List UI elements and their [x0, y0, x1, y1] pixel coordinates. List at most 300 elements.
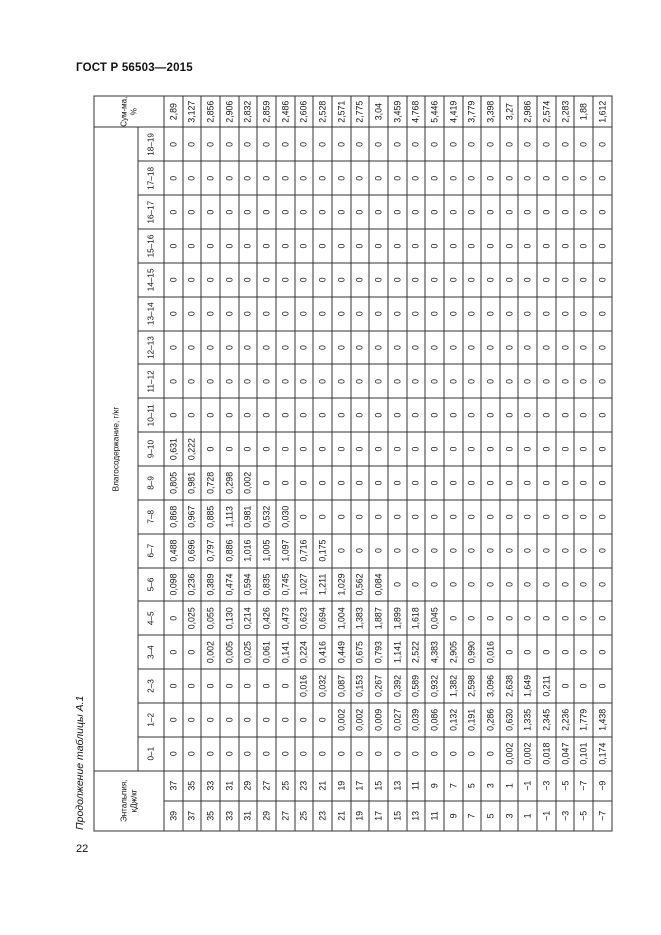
value-cell: 0: [499, 262, 518, 296]
value-cell: 1,438: [593, 702, 612, 736]
value-cell: 0: [164, 364, 183, 398]
sum-cell: 2,574: [537, 96, 556, 127]
moisture-group-header: Влагосодержание, г/кг: [94, 127, 138, 770]
enthalpy-from-cell: 37: [182, 800, 201, 830]
enthalpy-from-cell: 17: [369, 800, 388, 830]
value-cell: 0: [555, 296, 574, 330]
value-cell: 0: [443, 296, 462, 330]
value-cell: 0: [443, 601, 462, 635]
value-cell: 2,345: [537, 702, 556, 736]
value-cell: 0: [425, 465, 444, 499]
value-cell: 0: [294, 702, 313, 736]
value-cell: 0: [537, 127, 556, 161]
value-cell: 0: [369, 127, 388, 161]
value-cell: 0: [294, 499, 313, 533]
enthalpy-from-cell: 23: [313, 800, 332, 830]
table-row: [425, 96, 444, 831]
enthalpy-to-cell: −1: [518, 770, 537, 800]
value-cell: 0: [201, 195, 220, 229]
value-cell: 0: [257, 736, 276, 770]
table-row: [238, 96, 257, 831]
sum-cell: 3,27: [499, 96, 518, 127]
value-cell: 0,039: [406, 702, 425, 736]
value-cell: 0: [331, 364, 350, 398]
value-cell: 0: [387, 262, 406, 296]
value-cell: 0: [518, 635, 537, 669]
enthalpy-from-cell: 27: [275, 800, 294, 830]
value-cell: 0: [275, 432, 294, 466]
value-cell: 0: [313, 229, 332, 263]
value-cell: 0: [555, 330, 574, 364]
value-cell: 0: [593, 161, 612, 195]
value-cell: 0: [425, 398, 444, 432]
value-cell: 0: [481, 465, 500, 499]
value-cell: 0: [219, 702, 238, 736]
value-cell: 0,675: [350, 635, 369, 669]
value-cell: 0,793: [369, 635, 388, 669]
value-cell: 1,382: [443, 669, 462, 703]
value-cell: 0: [331, 229, 350, 263]
value-cell: 0: [275, 195, 294, 229]
value-cell: 0: [443, 364, 462, 398]
table-row: [518, 96, 537, 831]
value-cell: 0,623: [294, 601, 313, 635]
value-cell: 0: [350, 262, 369, 296]
value-cell: 0: [350, 533, 369, 567]
value-cell: 0: [406, 195, 425, 229]
value-cell: 0: [518, 262, 537, 296]
value-cell: 0: [518, 398, 537, 432]
value-cell: 0: [257, 229, 276, 263]
column-header: 9–10: [138, 432, 164, 466]
value-cell: 0,562: [350, 567, 369, 601]
value-cell: 0: [219, 398, 238, 432]
column-header: 0–1: [138, 736, 164, 770]
value-cell: 0: [499, 296, 518, 330]
value-cell: 0: [275, 669, 294, 703]
value-cell: 0: [425, 567, 444, 601]
value-cell: 0: [369, 296, 388, 330]
value-cell: 0: [238, 702, 257, 736]
value-cell: 0: [182, 296, 201, 330]
value-cell: 0: [201, 736, 220, 770]
sum-cell: 3,398: [481, 96, 500, 127]
value-cell: 0,298: [219, 465, 238, 499]
value-cell: 0: [294, 195, 313, 229]
enthalpy-from-cell: 3: [499, 800, 518, 830]
value-cell: 0,728: [201, 465, 220, 499]
value-cell: 0: [574, 567, 593, 601]
column-header: 7–8: [138, 499, 164, 533]
table-row: [406, 96, 425, 831]
value-cell: 2,522: [406, 635, 425, 669]
value-cell: 0: [182, 398, 201, 432]
value-cell: 0: [499, 465, 518, 499]
table-row: [331, 96, 350, 831]
column-header: 8–9: [138, 465, 164, 499]
value-cell: 0: [331, 330, 350, 364]
value-cell: 0: [593, 398, 612, 432]
value-cell: 0: [350, 398, 369, 432]
value-cell: 0: [574, 127, 593, 161]
value-cell: 0: [499, 567, 518, 601]
value-cell: 0,981: [238, 499, 257, 533]
value-cell: 0: [331, 262, 350, 296]
value-cell: 0,130: [219, 601, 238, 635]
sum-cell: 2,283: [555, 96, 574, 127]
value-cell: 0: [350, 330, 369, 364]
value-cell: 0: [537, 330, 556, 364]
value-cell: 0: [182, 736, 201, 770]
value-cell: 0: [164, 669, 183, 703]
value-cell: 0: [537, 262, 556, 296]
value-cell: 0,589: [406, 669, 425, 703]
value-cell: 0: [164, 161, 183, 195]
value-cell: 0: [294, 398, 313, 432]
value-cell: 0: [593, 296, 612, 330]
enthalpy-from-cell: 39: [164, 800, 183, 830]
value-cell: 0: [201, 398, 220, 432]
value-cell: 0,932: [425, 669, 444, 703]
value-cell: 0: [369, 465, 388, 499]
value-cell: 0: [350, 465, 369, 499]
value-cell: 0: [313, 736, 332, 770]
value-cell: 0: [425, 364, 444, 398]
value-cell: 0: [331, 736, 350, 770]
value-cell: 0: [518, 533, 537, 567]
sum-cell: 2,528: [313, 96, 332, 127]
table-row: [257, 96, 276, 831]
value-cell: 0: [499, 364, 518, 398]
value-cell: 0: [406, 499, 425, 533]
value-cell: 0: [499, 533, 518, 567]
value-cell: 0: [238, 296, 257, 330]
value-cell: 0,191: [462, 702, 481, 736]
value-cell: 0,211: [537, 669, 556, 703]
value-cell: 0: [369, 398, 388, 432]
enthalpy-from-cell: 9: [443, 800, 462, 830]
value-cell: 0: [313, 262, 332, 296]
value-cell: 0,696: [182, 533, 201, 567]
sum-cell: 2,775: [350, 96, 369, 127]
value-cell: 0,086: [425, 702, 444, 736]
enthalpy-from-cell: 11: [425, 800, 444, 830]
value-cell: 0: [219, 736, 238, 770]
sum-cell: 4,768: [406, 96, 425, 127]
value-cell: 0: [481, 195, 500, 229]
value-cell: 0,027: [387, 702, 406, 736]
column-header: 6–7: [138, 533, 164, 567]
enthalpy-to-cell: 23: [294, 770, 313, 800]
value-cell: 0: [164, 195, 183, 229]
value-cell: 0: [201, 229, 220, 263]
table-box: [93, 95, 612, 831]
value-cell: 0: [462, 736, 481, 770]
value-cell: 0: [313, 499, 332, 533]
value-cell: 0: [499, 432, 518, 466]
value-cell: 0,214: [238, 601, 257, 635]
value-cell: 0: [219, 330, 238, 364]
value-cell: 0: [574, 161, 593, 195]
value-cell: 0,002: [331, 702, 350, 736]
value-cell: 0,805: [164, 465, 183, 499]
value-cell: 0: [499, 635, 518, 669]
value-cell: 0: [537, 161, 556, 195]
value-cell: 0: [406, 398, 425, 432]
value-cell: 0: [238, 161, 257, 195]
enthalpy-to-cell: 33: [201, 770, 220, 800]
value-cell: 0: [443, 229, 462, 263]
value-cell: 0: [499, 161, 518, 195]
value-cell: 0: [555, 432, 574, 466]
value-cell: 0: [331, 398, 350, 432]
value-cell: 0: [406, 330, 425, 364]
value-cell: 0: [425, 330, 444, 364]
value-cell: 0: [387, 127, 406, 161]
value-cell: 0: [182, 195, 201, 229]
value-cell: 0: [182, 635, 201, 669]
value-cell: 0: [518, 330, 537, 364]
value-cell: 0: [387, 533, 406, 567]
value-cell: 0,174: [593, 736, 612, 770]
value-cell: 0: [350, 499, 369, 533]
sum-cell: 3,04: [369, 96, 388, 127]
column-header: 1–2: [138, 702, 164, 736]
table-row: [481, 96, 500, 831]
table-row: [275, 96, 294, 831]
column-header: 4–5: [138, 601, 164, 635]
value-cell: 0: [331, 195, 350, 229]
value-cell: 0: [275, 161, 294, 195]
table-row: [201, 96, 220, 831]
value-cell: 0: [499, 229, 518, 263]
value-cell: 0: [462, 499, 481, 533]
value-cell: 0: [574, 296, 593, 330]
value-cell: 0: [481, 499, 500, 533]
value-cell: 4,383: [425, 635, 444, 669]
value-cell: 0: [425, 736, 444, 770]
value-cell: 0: [425, 432, 444, 466]
value-cell: 0: [238, 364, 257, 398]
value-cell: 0,389: [201, 567, 220, 601]
value-cell: 0: [257, 330, 276, 364]
value-cell: 0: [201, 669, 220, 703]
value-cell: 0: [201, 161, 220, 195]
value-cell: 0,055: [201, 601, 220, 635]
sum-cell: 2,486: [275, 96, 294, 127]
value-cell: 0: [219, 195, 238, 229]
value-cell: 0: [257, 398, 276, 432]
value-cell: 0: [462, 229, 481, 263]
enthalpy-from-cell: −7: [593, 800, 612, 830]
value-cell: 0: [574, 330, 593, 364]
value-cell: 0: [406, 127, 425, 161]
sum-cell: 1,612: [593, 96, 612, 127]
value-cell: 0: [425, 127, 444, 161]
value-cell: 0: [574, 195, 593, 229]
value-cell: 1,383: [350, 601, 369, 635]
value-cell: 0: [537, 398, 556, 432]
value-cell: 1,004: [331, 601, 350, 635]
column-header: 17–18: [138, 161, 164, 195]
value-cell: 0: [406, 465, 425, 499]
value-cell: 0,967: [182, 499, 201, 533]
sum-header: Сум-ма, %: [94, 96, 164, 127]
value-cell: 0,990: [462, 635, 481, 669]
value-cell: 0: [182, 262, 201, 296]
value-cell: 0: [238, 432, 257, 466]
value-cell: 0: [555, 262, 574, 296]
value-cell: 0,426: [257, 601, 276, 635]
value-cell: 0: [313, 195, 332, 229]
value-cell: 0: [369, 229, 388, 263]
value-cell: 2,598: [462, 669, 481, 703]
value-cell: 0,005: [219, 635, 238, 669]
value-cell: 0: [313, 127, 332, 161]
sum-cell: 5,446: [425, 96, 444, 127]
value-cell: 0: [481, 330, 500, 364]
value-cell: 0: [518, 127, 537, 161]
value-cell: 0: [462, 195, 481, 229]
table-row: [443, 96, 462, 831]
value-cell: 0: [574, 601, 593, 635]
value-cell: 0: [555, 398, 574, 432]
value-cell: 0: [593, 465, 612, 499]
value-cell: 0,594: [238, 567, 257, 601]
value-cell: 0: [387, 499, 406, 533]
value-cell: 0: [462, 262, 481, 296]
value-cell: 0: [350, 364, 369, 398]
value-cell: 0: [387, 398, 406, 432]
value-cell: 0: [275, 465, 294, 499]
value-cell: 0: [406, 229, 425, 263]
table-caption: Продолжение таблицы А.1: [74, 695, 86, 830]
value-cell: 0: [164, 127, 183, 161]
value-cell: 0: [462, 364, 481, 398]
value-cell: 0: [499, 127, 518, 161]
value-cell: 0: [481, 398, 500, 432]
caption-wrap: [70, 680, 90, 830]
table-row: [294, 96, 313, 831]
value-cell: 0,087: [331, 669, 350, 703]
enthalpy-to-cell: 1: [499, 770, 518, 800]
value-cell: 0: [331, 465, 350, 499]
value-cell: 0: [499, 601, 518, 635]
value-cell: 0: [201, 262, 220, 296]
value-cell: 0: [481, 601, 500, 635]
enthalpy-to-cell: 15: [369, 770, 388, 800]
value-cell: 0: [294, 364, 313, 398]
value-cell: 0: [313, 398, 332, 432]
column-header: 5–6: [138, 567, 164, 601]
value-cell: 0,045: [425, 601, 444, 635]
value-cell: 0: [481, 229, 500, 263]
value-cell: 0: [593, 601, 612, 635]
value-cell: 0: [518, 364, 537, 398]
value-cell: 0,016: [481, 635, 500, 669]
value-cell: 0: [462, 398, 481, 432]
value-cell: 0: [294, 229, 313, 263]
enthalpy-from-cell: −5: [574, 800, 593, 830]
value-cell: 0: [443, 465, 462, 499]
enthalpy-from-cell: 35: [201, 800, 220, 830]
value-cell: 0: [369, 364, 388, 398]
value-cell: 0: [537, 364, 556, 398]
value-cell: 0: [537, 533, 556, 567]
value-cell: 0: [406, 533, 425, 567]
rotated-table: [93, 95, 612, 831]
value-cell: 0: [518, 229, 537, 263]
value-cell: 0,267: [369, 669, 388, 703]
value-cell: 0: [238, 330, 257, 364]
enthalpy-from-cell: 33: [219, 800, 238, 830]
value-cell: 0: [350, 195, 369, 229]
value-cell: 0: [369, 533, 388, 567]
value-cell: 0: [462, 567, 481, 601]
value-cell: 0,175: [313, 533, 332, 567]
page-number: 22: [76, 843, 89, 855]
value-cell: 0: [518, 432, 537, 466]
value-cell: 0: [201, 330, 220, 364]
value-cell: 0: [462, 330, 481, 364]
value-cell: 1,029: [331, 567, 350, 601]
value-cell: 0: [555, 229, 574, 263]
value-cell: 0: [331, 296, 350, 330]
enthalpy-from-cell: 21: [331, 800, 350, 830]
value-cell: 0: [481, 127, 500, 161]
enthalpy-to-cell: 13: [387, 770, 406, 800]
value-cell: 0: [406, 567, 425, 601]
value-cell: 0: [219, 364, 238, 398]
value-cell: 0: [443, 127, 462, 161]
value-cell: 0: [369, 262, 388, 296]
value-cell: 0: [238, 262, 257, 296]
value-cell: 0: [555, 635, 574, 669]
value-cell: 0: [275, 398, 294, 432]
value-cell: 0: [462, 127, 481, 161]
value-cell: 0: [257, 195, 276, 229]
value-cell: 0: [481, 296, 500, 330]
value-cell: 0: [387, 567, 406, 601]
value-cell: 0: [574, 533, 593, 567]
value-cell: 0: [593, 195, 612, 229]
value-cell: 0,002: [350, 702, 369, 736]
value-cell: 0: [294, 127, 313, 161]
enthalpy-to-cell: 25: [275, 770, 294, 800]
value-cell: 0,098: [164, 567, 183, 601]
value-cell: 0: [574, 669, 593, 703]
value-cell: 0: [350, 161, 369, 195]
value-cell: 0: [518, 601, 537, 635]
value-cell: 0: [406, 262, 425, 296]
value-cell: 0,141: [275, 635, 294, 669]
value-cell: 0: [219, 229, 238, 263]
value-cell: 0: [257, 296, 276, 330]
table-row: [313, 96, 332, 831]
value-cell: 0: [593, 229, 612, 263]
enthalpy-from-cell: 5: [481, 800, 500, 830]
value-cell: 0: [275, 296, 294, 330]
value-cell: 0: [499, 398, 518, 432]
value-cell: 1,211: [313, 567, 332, 601]
value-cell: 0: [406, 161, 425, 195]
value-cell: 0: [313, 330, 332, 364]
enthalpy-to-cell: −3: [537, 770, 556, 800]
value-cell: 0: [574, 499, 593, 533]
value-cell: 0: [443, 398, 462, 432]
value-cell: 0: [574, 364, 593, 398]
enthalpy-from-cell: 1: [518, 800, 537, 830]
